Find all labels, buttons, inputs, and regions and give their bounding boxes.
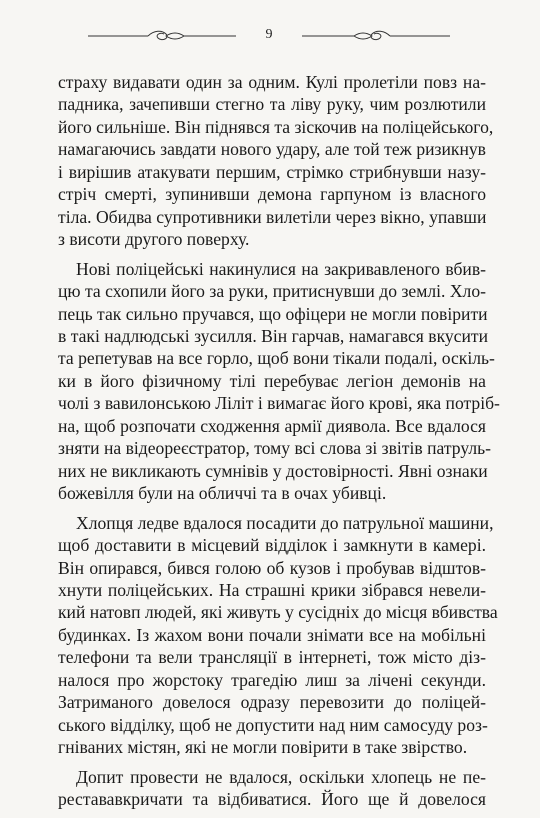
- text-line: Хлопця ледве вдалося посадити до патрульної машини,: [76, 512, 494, 533]
- text-line: його сильніше. Він піднявся та зіскочив на поліцейського,: [58, 116, 494, 137]
- text-line: будинках. Із жахом вони почали знімати все на мобільні: [58, 624, 486, 645]
- page-number: 9: [265, 27, 273, 42]
- text-line: Він опирався, бився голою об кузов і пробував відштов-: [58, 557, 486, 578]
- text-line: телефони та вели трансляції в інтернеті, тож місто діз-: [58, 647, 486, 668]
- text-line: та репетував на все горло, щоб вони тікали подалі, оскіль-: [58, 348, 495, 369]
- text-line: в такі надлюдські зусилля. Він гарчав, намагався вкусити: [58, 325, 489, 346]
- text-line: ського відділку, щоб не допустити над ним самосуду роз-: [58, 714, 488, 735]
- text-line: стріч смерті, зупинивши демона гарпуном із власного: [58, 184, 486, 205]
- text-line: тіла. Обидва супротивники вилетіли через вікно, упавши: [58, 206, 487, 227]
- text-line: щоб доставити в місцевий відділок і замкнути в камері.: [58, 535, 486, 556]
- text-line: кий натовп людей, які живуть у сусідніх до місця вбивства: [58, 602, 498, 623]
- text-line: Затриманого довелося одразу перевозити до поліцей-: [58, 692, 486, 713]
- text-line: них не викликають сумнівів у достовірності. Явні ознаки: [58, 460, 488, 481]
- text-line: страху видавати один за одним. Кулі пролетіли повз на-: [58, 72, 486, 92]
- text-line: гніваних містян, які не могли повірити в таке звірство.: [58, 737, 468, 758]
- paragraph: [58, 258, 500, 505]
- paragraph: [58, 512, 498, 759]
- text-line: пець так сильно пручався, що офіцери не могли повірити: [58, 303, 488, 324]
- body-text: [58, 71, 500, 818]
- text-line: хнути поліцейських. На страшні крики зібрався невели-: [58, 579, 486, 600]
- text-line: ки в його фізичному тілі перебуває легіон демонів на: [58, 370, 486, 391]
- text-line: з висоти другого поверху.: [58, 229, 250, 250]
- text-line: божевілля були на обличчі та в очах убивці.: [58, 483, 387, 504]
- text-line: зняти на відеореєстратор, тому всі слова зі звітів патруль-: [58, 438, 492, 459]
- text-line: Допит провести не вдалося, оскільки хлопець не пе-: [76, 766, 486, 787]
- text-line: цю та схопили його за руки, притиснувши до землі. Хло-: [58, 281, 486, 302]
- text-line: і вирішив атакувати першим, стрімко стрибнувши назу-: [58, 161, 486, 182]
- paragraph: [58, 766, 486, 811]
- text-line: падника, зачепивши стегно та ліву руку, чим розлютили: [58, 94, 486, 115]
- text-line: чолі з вавилонською Ліліт і вимагає його крові, яка потріб-: [58, 393, 500, 414]
- text-line: на, щоб розпочати сходження армії диявола. Все вдалося: [58, 415, 486, 436]
- text-line: налося про жорстоку трагедію лиш за лічені секунди.: [58, 669, 486, 690]
- paragraph: [58, 71, 494, 251]
- text-line: Нові поліцейські накинулися на закривавленого вбив-: [76, 258, 486, 279]
- text-line: рестававкричати та відбиватися. Його ще й довелося: [58, 789, 486, 810]
- text-line: намагаючись завдати нового удару, але той теж ризикнув: [58, 139, 486, 160]
- page-header: [88, 24, 450, 48]
